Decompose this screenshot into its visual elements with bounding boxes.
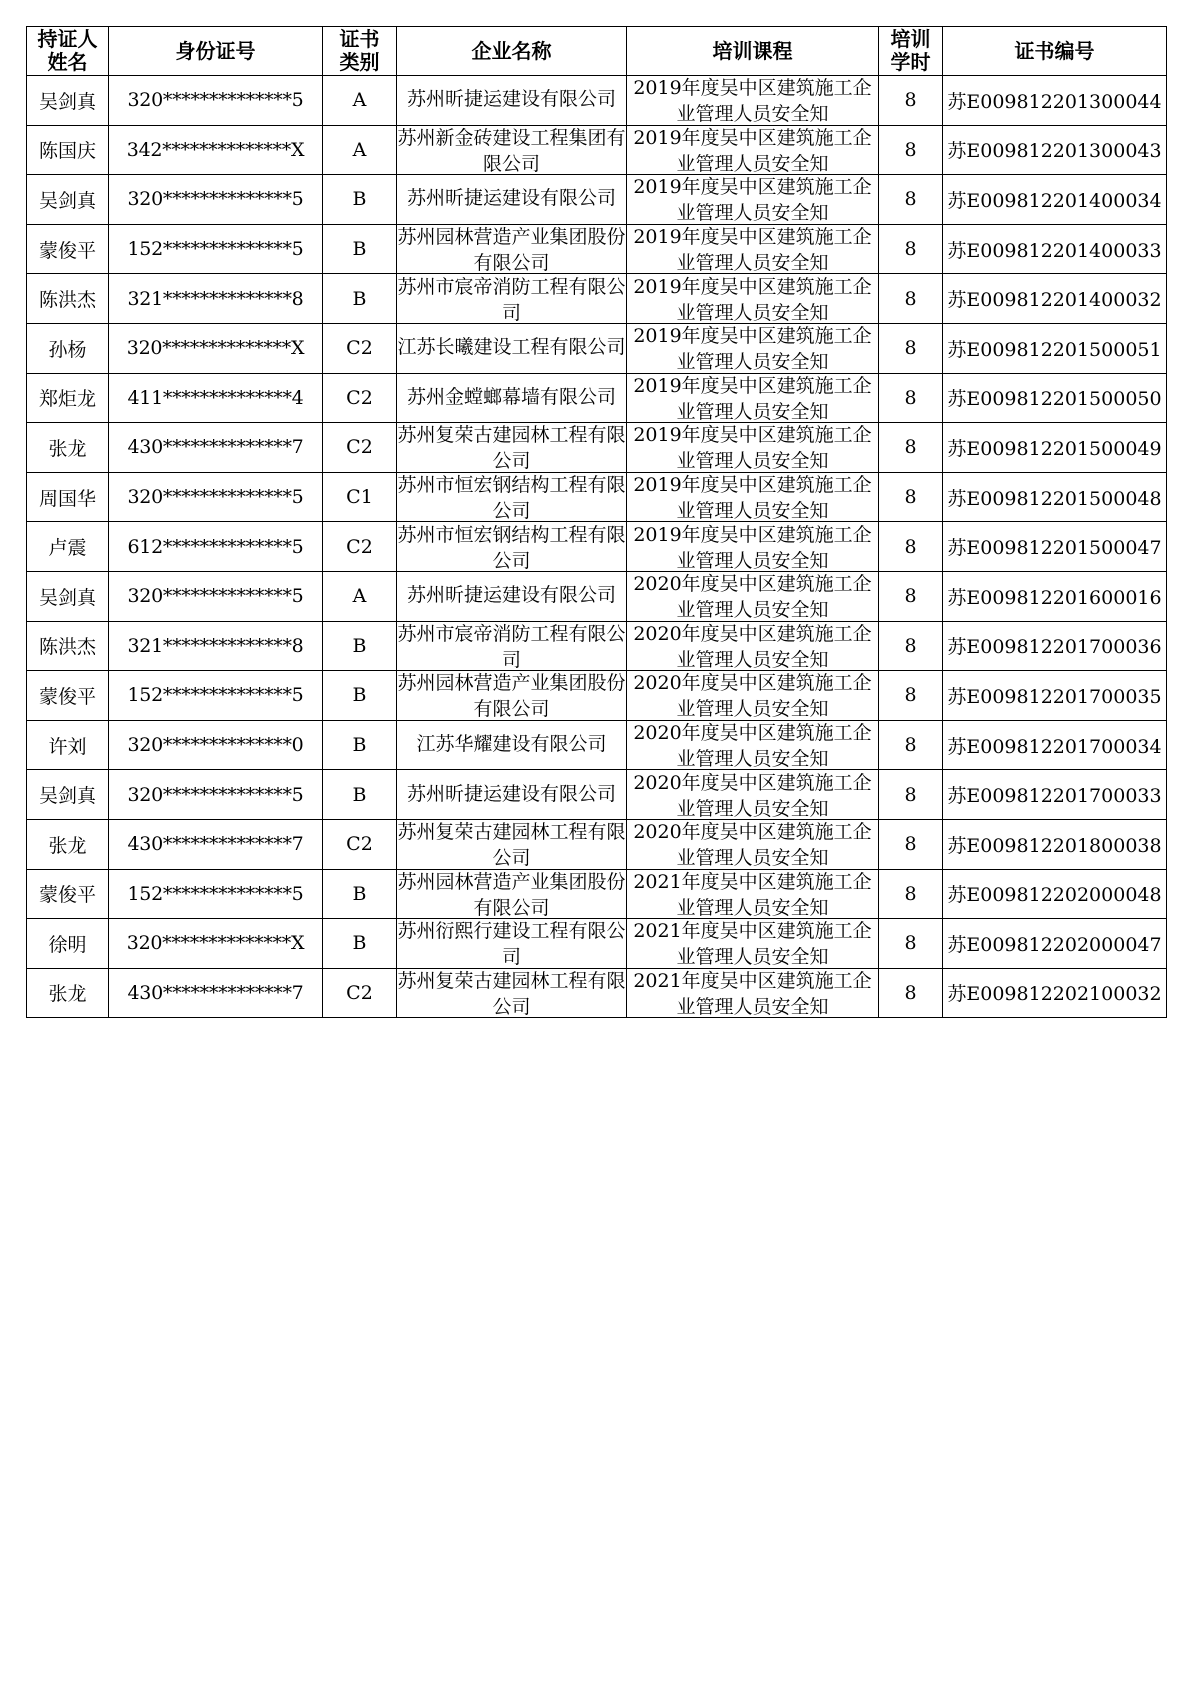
holder-name-cell-text: 许刘 bbox=[48, 735, 87, 758]
hours-cell bbox=[879, 671, 943, 721]
course-cell-text: 2019年度吴中区建筑施工企业管理人员安全知 bbox=[633, 474, 872, 521]
company-cell bbox=[397, 125, 627, 175]
holder-name-cell bbox=[27, 274, 109, 324]
table-row bbox=[27, 76, 1167, 126]
course-cell bbox=[627, 274, 879, 324]
company-cell-text: 苏州市宸帝消防工程有限公司 bbox=[397, 275, 626, 322]
hours-cell-text: 8 bbox=[904, 287, 917, 310]
cert-number-cell-text: 苏E009812201700034 bbox=[947, 735, 1162, 758]
cert-type-cell-text: C2 bbox=[346, 981, 373, 1004]
hours-cell-text: 8 bbox=[904, 337, 917, 360]
company-cell-text: 苏州复荣古建园林工程有限公司 bbox=[397, 821, 626, 868]
company-cell-text: 苏州昕捷运建设有限公司 bbox=[406, 782, 616, 805]
hours-cell-text: 8 bbox=[904, 882, 917, 905]
cert-type-cell-text: C1 bbox=[346, 486, 373, 509]
company-cell-text: 苏州市宸帝消防工程有限公司 bbox=[397, 622, 626, 669]
hours-cell bbox=[879, 125, 943, 175]
hours-cell-text: 8 bbox=[904, 981, 917, 1004]
course-cell bbox=[627, 968, 879, 1018]
cert-number-cell-text: 苏E009812201700036 bbox=[947, 636, 1162, 659]
company-cell bbox=[397, 671, 627, 721]
cert-type-cell bbox=[323, 323, 397, 373]
cert-number-cell bbox=[943, 472, 1167, 522]
course-cell-text: 2020年度吴中区建筑施工企业管理人员安全知 bbox=[633, 672, 872, 719]
hours-cell bbox=[879, 720, 943, 770]
company-cell-text: 苏州园林营造产业集团股份有限公司 bbox=[397, 672, 626, 719]
holder-name-cell-text: 陈洪杰 bbox=[38, 289, 96, 312]
company-cell-text: 苏州复荣古建园林工程有限公司 bbox=[397, 969, 626, 1016]
company-cell-text: 苏州金螳螂幕墙有限公司 bbox=[406, 385, 616, 408]
company-cell bbox=[397, 571, 627, 621]
header-company: 企业名称 bbox=[397, 27, 627, 76]
id-number-cell bbox=[109, 720, 323, 770]
hours-cell-text: 8 bbox=[904, 932, 917, 955]
cert-number-cell-text: 苏E009812202000048 bbox=[947, 884, 1162, 907]
id-number-cell bbox=[109, 373, 323, 423]
course-cell-text: 2019年度吴中区建筑施工企业管理人员安全知 bbox=[633, 523, 872, 570]
hours-cell bbox=[879, 76, 943, 126]
hours-cell bbox=[879, 323, 943, 373]
course-cell bbox=[627, 175, 879, 225]
hours-cell bbox=[879, 224, 943, 274]
id-number-cell-text: 321**************8 bbox=[127, 287, 304, 310]
company-cell-text: 苏州昕捷运建设有限公司 bbox=[406, 187, 616, 210]
cert-number-cell-text: 苏E009812201500051 bbox=[947, 338, 1162, 361]
company-cell bbox=[397, 472, 627, 522]
holder-name-cell-text: 郑炬龙 bbox=[38, 388, 96, 411]
course-cell bbox=[627, 125, 879, 175]
header-cert-number: 证书编号 bbox=[943, 27, 1167, 76]
cert-number-cell bbox=[943, 720, 1167, 770]
id-number-cell bbox=[109, 125, 323, 175]
company-cell bbox=[397, 522, 627, 572]
course-cell-text: 2019年度吴中区建筑施工企业管理人员安全知 bbox=[633, 325, 872, 372]
hours-cell bbox=[879, 423, 943, 473]
hours-cell bbox=[879, 472, 943, 522]
company-cell bbox=[397, 968, 627, 1018]
company-cell bbox=[397, 770, 627, 820]
cert-type-cell-text: C2 bbox=[346, 337, 373, 360]
hours-cell-text: 8 bbox=[904, 89, 917, 112]
cert-type-cell bbox=[323, 373, 397, 423]
cert-type-cell-text: B bbox=[352, 287, 367, 310]
cert-type-cell-text: A bbox=[352, 138, 367, 161]
holder-name-cell bbox=[27, 224, 109, 274]
table-row bbox=[27, 125, 1167, 175]
hours-cell-text: 8 bbox=[904, 138, 917, 161]
table-row bbox=[27, 869, 1167, 919]
cert-type-cell-text: B bbox=[352, 783, 367, 806]
header-course: 培训课程 bbox=[627, 27, 879, 76]
holder-name-cell-text: 张龙 bbox=[48, 983, 87, 1006]
id-number-cell-text: 320**************5 bbox=[127, 783, 304, 806]
hours-cell bbox=[879, 770, 943, 820]
course-cell bbox=[627, 671, 879, 721]
cert-number-cell-text: 苏E009812201700033 bbox=[947, 785, 1162, 808]
course-cell-text: 2020年度吴中区建筑施工企业管理人员安全知 bbox=[633, 573, 872, 620]
table-header bbox=[27, 27, 1167, 76]
company-cell-text: 苏州市恒宏钢结构工程有限公司 bbox=[397, 474, 626, 521]
holder-name-cell-text: 张龙 bbox=[48, 834, 87, 857]
cert-number-cell bbox=[943, 770, 1167, 820]
header-id-number: 身份证号 bbox=[109, 27, 323, 76]
cert-type-cell bbox=[323, 968, 397, 1018]
cert-type-cell bbox=[323, 819, 397, 869]
table-row bbox=[27, 919, 1167, 969]
hours-cell-text: 8 bbox=[904, 436, 917, 459]
cert-type-cell bbox=[323, 621, 397, 671]
hours-cell-text: 8 bbox=[904, 386, 917, 409]
course-cell-text: 2020年度吴中区建筑施工企业管理人员安全知 bbox=[633, 722, 872, 769]
table-row bbox=[27, 373, 1167, 423]
company-cell-text: 苏州昕捷运建设有限公司 bbox=[406, 584, 616, 607]
hours-cell-text: 8 bbox=[904, 734, 917, 757]
id-number-cell bbox=[109, 770, 323, 820]
cert-number-cell bbox=[943, 423, 1167, 473]
course-cell-text: 2019年度吴中区建筑施工企业管理人员安全知 bbox=[633, 275, 872, 322]
company-cell bbox=[397, 323, 627, 373]
hours-cell bbox=[879, 869, 943, 919]
holder-name-cell-text: 吴剑真 bbox=[38, 189, 96, 212]
holder-name-cell bbox=[27, 522, 109, 572]
hours-cell-text: 8 bbox=[904, 783, 917, 806]
holder-name-cell bbox=[27, 671, 109, 721]
holder-name-cell bbox=[27, 323, 109, 373]
cert-type-cell bbox=[323, 224, 397, 274]
company-cell bbox=[397, 621, 627, 671]
course-cell-text: 2020年度吴中区建筑施工企业管理人员安全知 bbox=[633, 821, 872, 868]
cert-type-cell-text: B bbox=[352, 634, 367, 657]
id-number-cell bbox=[109, 175, 323, 225]
header-row bbox=[27, 27, 1167, 76]
company-cell bbox=[397, 373, 627, 423]
holder-name-cell bbox=[27, 819, 109, 869]
course-cell bbox=[627, 373, 879, 423]
hours-cell-text: 8 bbox=[904, 833, 917, 856]
course-cell bbox=[627, 621, 879, 671]
course-cell-text: 2021年度吴中区建筑施工企业管理人员安全知 bbox=[633, 969, 872, 1016]
course-cell-text: 2019年度吴中区建筑施工企业管理人员安全知 bbox=[633, 77, 872, 124]
cert-type-cell bbox=[323, 720, 397, 770]
holder-name-cell bbox=[27, 869, 109, 919]
company-cell-text: 江苏长曦建设工程有限公司 bbox=[397, 336, 626, 359]
course-cell-text: 2019年度吴中区建筑施工企业管理人员安全知 bbox=[633, 176, 872, 223]
id-number-cell-text: 320**************5 bbox=[127, 89, 304, 112]
cert-number-cell bbox=[943, 224, 1167, 274]
hours-cell-text: 8 bbox=[904, 684, 917, 707]
id-number-cell bbox=[109, 224, 323, 274]
hours-cell bbox=[879, 373, 943, 423]
course-cell bbox=[627, 323, 879, 373]
cert-number-cell-text: 苏E009812201500050 bbox=[947, 388, 1162, 411]
course-cell-text: 2020年度吴中区建筑施工企业管理人员安全知 bbox=[633, 622, 872, 669]
company-cell-text: 苏州园林营造产业集团股份有限公司 bbox=[397, 870, 626, 917]
id-number-cell-text: 320**************0 bbox=[127, 734, 304, 757]
id-number-cell-text: 320**************5 bbox=[127, 188, 304, 211]
company-cell bbox=[397, 76, 627, 126]
cert-number-cell-text: 苏E009812201600016 bbox=[947, 586, 1162, 609]
cert-type-cell bbox=[323, 175, 397, 225]
cert-type-cell-text: B bbox=[352, 882, 367, 905]
hours-cell bbox=[879, 522, 943, 572]
cert-number-cell bbox=[943, 819, 1167, 869]
id-number-cell bbox=[109, 621, 323, 671]
cert-number-cell bbox=[943, 919, 1167, 969]
company-cell bbox=[397, 869, 627, 919]
hours-cell-text: 8 bbox=[904, 535, 917, 558]
id-number-cell-text: 321**************8 bbox=[127, 634, 304, 657]
id-number-cell-text: 320**************5 bbox=[127, 486, 304, 509]
cert-type-cell-text: B bbox=[352, 932, 367, 955]
course-cell bbox=[627, 770, 879, 820]
table-row bbox=[27, 621, 1167, 671]
cert-type-cell bbox=[323, 671, 397, 721]
holder-name-cell bbox=[27, 720, 109, 770]
id-number-cell-text: 411**************4 bbox=[127, 386, 304, 409]
cert-number-cell-text: 苏E009812201800038 bbox=[947, 834, 1162, 857]
table-row bbox=[27, 819, 1167, 869]
company-cell-text: 苏州昕捷运建设有限公司 bbox=[406, 88, 616, 111]
holder-name-cell-text: 卢震 bbox=[48, 537, 87, 560]
table-body bbox=[27, 76, 1167, 1018]
course-cell bbox=[627, 423, 879, 473]
cert-number-cell bbox=[943, 671, 1167, 721]
table-row bbox=[27, 571, 1167, 621]
cert-type-cell-text: B bbox=[352, 238, 367, 261]
holder-name-cell-text: 蒙俊平 bbox=[38, 239, 96, 262]
table-row bbox=[27, 671, 1167, 721]
cert-number-cell bbox=[943, 175, 1167, 225]
holder-name-cell bbox=[27, 472, 109, 522]
cert-number-cell-text: 苏E009812201400034 bbox=[947, 189, 1162, 212]
hours-cell bbox=[879, 175, 943, 225]
holder-name-cell bbox=[27, 770, 109, 820]
holder-name-cell bbox=[27, 621, 109, 671]
cert-number-cell bbox=[943, 373, 1167, 423]
table-row bbox=[27, 323, 1167, 373]
course-cell bbox=[627, 571, 879, 621]
table-row bbox=[27, 423, 1167, 473]
cert-type-cell bbox=[323, 571, 397, 621]
cert-type-cell-text: A bbox=[352, 585, 367, 608]
company-cell-text: 苏州新金砖建设工程集团有限公司 bbox=[397, 126, 626, 173]
cert-type-cell bbox=[323, 919, 397, 969]
holder-name-cell-text: 吴剑真 bbox=[38, 785, 96, 808]
company-cell-text: 苏州园林营造产业集团股份有限公司 bbox=[397, 226, 626, 273]
cert-number-cell-text: 苏E009812201300044 bbox=[947, 90, 1162, 113]
cert-type-cell-text: C2 bbox=[346, 833, 373, 856]
cert-type-cell-text: B bbox=[352, 734, 367, 757]
cert-type-cell bbox=[323, 125, 397, 175]
cert-type-cell-text: B bbox=[352, 188, 367, 211]
cert-type-cell bbox=[323, 770, 397, 820]
id-number-cell-text: 152**************5 bbox=[127, 684, 304, 707]
cert-number-cell-text: 苏E009812201700035 bbox=[947, 685, 1162, 708]
hours-cell-text: 8 bbox=[904, 188, 917, 211]
table-row bbox=[27, 224, 1167, 274]
table-row bbox=[27, 472, 1167, 522]
course-cell-text: 2019年度吴中区建筑施工企业管理人员安全知 bbox=[633, 126, 872, 173]
company-cell bbox=[397, 274, 627, 324]
holder-name-cell bbox=[27, 175, 109, 225]
cert-type-cell bbox=[323, 76, 397, 126]
id-number-cell bbox=[109, 819, 323, 869]
course-cell bbox=[627, 76, 879, 126]
cert-number-cell bbox=[943, 274, 1167, 324]
company-cell bbox=[397, 175, 627, 225]
course-cell bbox=[627, 819, 879, 869]
cert-type-cell-text: C2 bbox=[346, 436, 373, 459]
course-cell bbox=[627, 224, 879, 274]
cert-number-cell-text: 苏E009812201500049 bbox=[947, 437, 1162, 460]
course-cell bbox=[627, 869, 879, 919]
hours-cell bbox=[879, 621, 943, 671]
hours-cell bbox=[879, 571, 943, 621]
holder-name-cell-text: 徐明 bbox=[48, 933, 87, 956]
hours-cell-text: 8 bbox=[904, 634, 917, 657]
holder-name-cell-text: 陈国庆 bbox=[38, 140, 96, 163]
id-number-cell-text: 430**************7 bbox=[127, 436, 304, 459]
header-hours: 培训 学时 bbox=[879, 27, 943, 76]
cert-number-cell bbox=[943, 323, 1167, 373]
company-cell-text: 江苏华耀建设有限公司 bbox=[416, 733, 607, 756]
course-cell-text: 2021年度吴中区建筑施工企业管理人员安全知 bbox=[633, 870, 872, 917]
holder-name-cell bbox=[27, 919, 109, 969]
company-cell-text: 苏州市恒宏钢结构工程有限公司 bbox=[397, 523, 626, 570]
course-cell-text: 2019年度吴中区建筑施工企业管理人员安全知 bbox=[633, 374, 872, 421]
cert-type-cell bbox=[323, 274, 397, 324]
hours-cell-text: 8 bbox=[904, 486, 917, 509]
holder-name-cell bbox=[27, 423, 109, 473]
cert-number-cell bbox=[943, 76, 1167, 126]
id-number-cell bbox=[109, 968, 323, 1018]
cert-number-cell-text: 苏E009812201500048 bbox=[947, 487, 1162, 510]
course-cell bbox=[627, 472, 879, 522]
cert-number-cell bbox=[943, 571, 1167, 621]
cert-number-cell-text: 苏E009812202100032 bbox=[947, 983, 1162, 1006]
hours-cell bbox=[879, 819, 943, 869]
course-cell-text: 2019年度吴中区建筑施工企业管理人员安全知 bbox=[633, 424, 872, 471]
id-number-cell bbox=[109, 472, 323, 522]
id-number-cell bbox=[109, 869, 323, 919]
id-number-cell-text: 342**************X bbox=[126, 138, 305, 161]
cert-number-cell-text: 苏E009812202000047 bbox=[947, 933, 1162, 956]
hours-cell-text: 8 bbox=[904, 585, 917, 608]
holder-name-cell-text: 吴剑真 bbox=[38, 90, 96, 113]
company-cell bbox=[397, 720, 627, 770]
holder-name-cell-text: 张龙 bbox=[48, 437, 87, 460]
id-number-cell-text: 320**************X bbox=[126, 337, 305, 360]
company-cell-text: 苏州衍熙行建设工程有限公司 bbox=[397, 920, 626, 967]
table-row bbox=[27, 720, 1167, 770]
cert-type-cell bbox=[323, 522, 397, 572]
cert-number-cell-text: 苏E009812201400032 bbox=[947, 289, 1162, 312]
holder-name-cell-text: 蒙俊平 bbox=[38, 884, 96, 907]
id-number-cell bbox=[109, 423, 323, 473]
id-number-cell-text: 430**************7 bbox=[127, 833, 304, 856]
company-cell bbox=[397, 224, 627, 274]
id-number-cell bbox=[109, 919, 323, 969]
holder-name-cell-text: 陈洪杰 bbox=[38, 636, 96, 659]
cert-number-cell bbox=[943, 869, 1167, 919]
holder-name-cell bbox=[27, 571, 109, 621]
id-number-cell bbox=[109, 76, 323, 126]
cert-type-cell bbox=[323, 423, 397, 473]
table-row bbox=[27, 522, 1167, 572]
holder-name-cell bbox=[27, 76, 109, 126]
holder-name-cell bbox=[27, 125, 109, 175]
cert-number-cell-text: 苏E009812201400033 bbox=[947, 239, 1162, 262]
company-cell-text: 苏州复荣古建园林工程有限公司 bbox=[397, 424, 626, 471]
hours-cell bbox=[879, 274, 943, 324]
header-cert-type: 证书 类别 bbox=[323, 27, 397, 76]
holder-name-cell bbox=[27, 373, 109, 423]
cert-number-cell bbox=[943, 125, 1167, 175]
course-cell bbox=[627, 522, 879, 572]
holder-name-cell-text: 蒙俊平 bbox=[38, 685, 96, 708]
id-number-cell-text: 320**************5 bbox=[127, 585, 304, 608]
holder-name-cell bbox=[27, 968, 109, 1018]
id-number-cell-text: 152**************5 bbox=[127, 238, 304, 261]
course-cell bbox=[627, 919, 879, 969]
id-number-cell bbox=[109, 274, 323, 324]
header-holder-name: 持证人 姓名 bbox=[27, 27, 109, 76]
holder-name-cell-text: 孙杨 bbox=[48, 338, 87, 361]
cert-type-cell-text: B bbox=[352, 684, 367, 707]
hours-cell-text: 8 bbox=[904, 238, 917, 261]
course-cell-text: 2021年度吴中区建筑施工企业管理人员安全知 bbox=[633, 920, 872, 967]
cert-type-cell bbox=[323, 869, 397, 919]
hours-cell bbox=[879, 968, 943, 1018]
holder-name-cell-text: 吴剑真 bbox=[38, 586, 96, 609]
table-row bbox=[27, 968, 1167, 1018]
table-row bbox=[27, 274, 1167, 324]
id-number-cell bbox=[109, 323, 323, 373]
cert-number-cell-text: 苏E009812201300043 bbox=[947, 140, 1162, 163]
cert-type-cell-text: A bbox=[352, 89, 367, 112]
company-cell bbox=[397, 819, 627, 869]
id-number-cell-text: 152**************5 bbox=[127, 882, 304, 905]
cert-number-cell bbox=[943, 522, 1167, 572]
course-cell bbox=[627, 720, 879, 770]
cert-type-cell bbox=[323, 472, 397, 522]
holder-name-cell-text: 周国华 bbox=[38, 487, 96, 510]
cert-type-cell-text: C2 bbox=[346, 535, 373, 558]
course-cell-text: 2019年度吴中区建筑施工企业管理人员安全知 bbox=[633, 226, 872, 273]
hours-cell bbox=[879, 919, 943, 969]
id-number-cell bbox=[109, 522, 323, 572]
cert-number-cell bbox=[943, 621, 1167, 671]
table-row bbox=[27, 175, 1167, 225]
certificate-table bbox=[26, 26, 1167, 1018]
company-cell bbox=[397, 423, 627, 473]
cert-type-cell-text: C2 bbox=[346, 386, 373, 409]
id-number-cell-text: 612**************5 bbox=[127, 535, 304, 558]
company-cell bbox=[397, 919, 627, 969]
table-row bbox=[27, 770, 1167, 820]
id-number-cell bbox=[109, 571, 323, 621]
cert-number-cell bbox=[943, 968, 1167, 1018]
id-number-cell-text: 320**************X bbox=[126, 932, 305, 955]
id-number-cell-text: 430**************7 bbox=[127, 981, 304, 1004]
cert-number-cell-text: 苏E009812201500047 bbox=[947, 537, 1162, 560]
id-number-cell bbox=[109, 671, 323, 721]
course-cell-text: 2020年度吴中区建筑施工企业管理人员安全知 bbox=[633, 771, 872, 818]
